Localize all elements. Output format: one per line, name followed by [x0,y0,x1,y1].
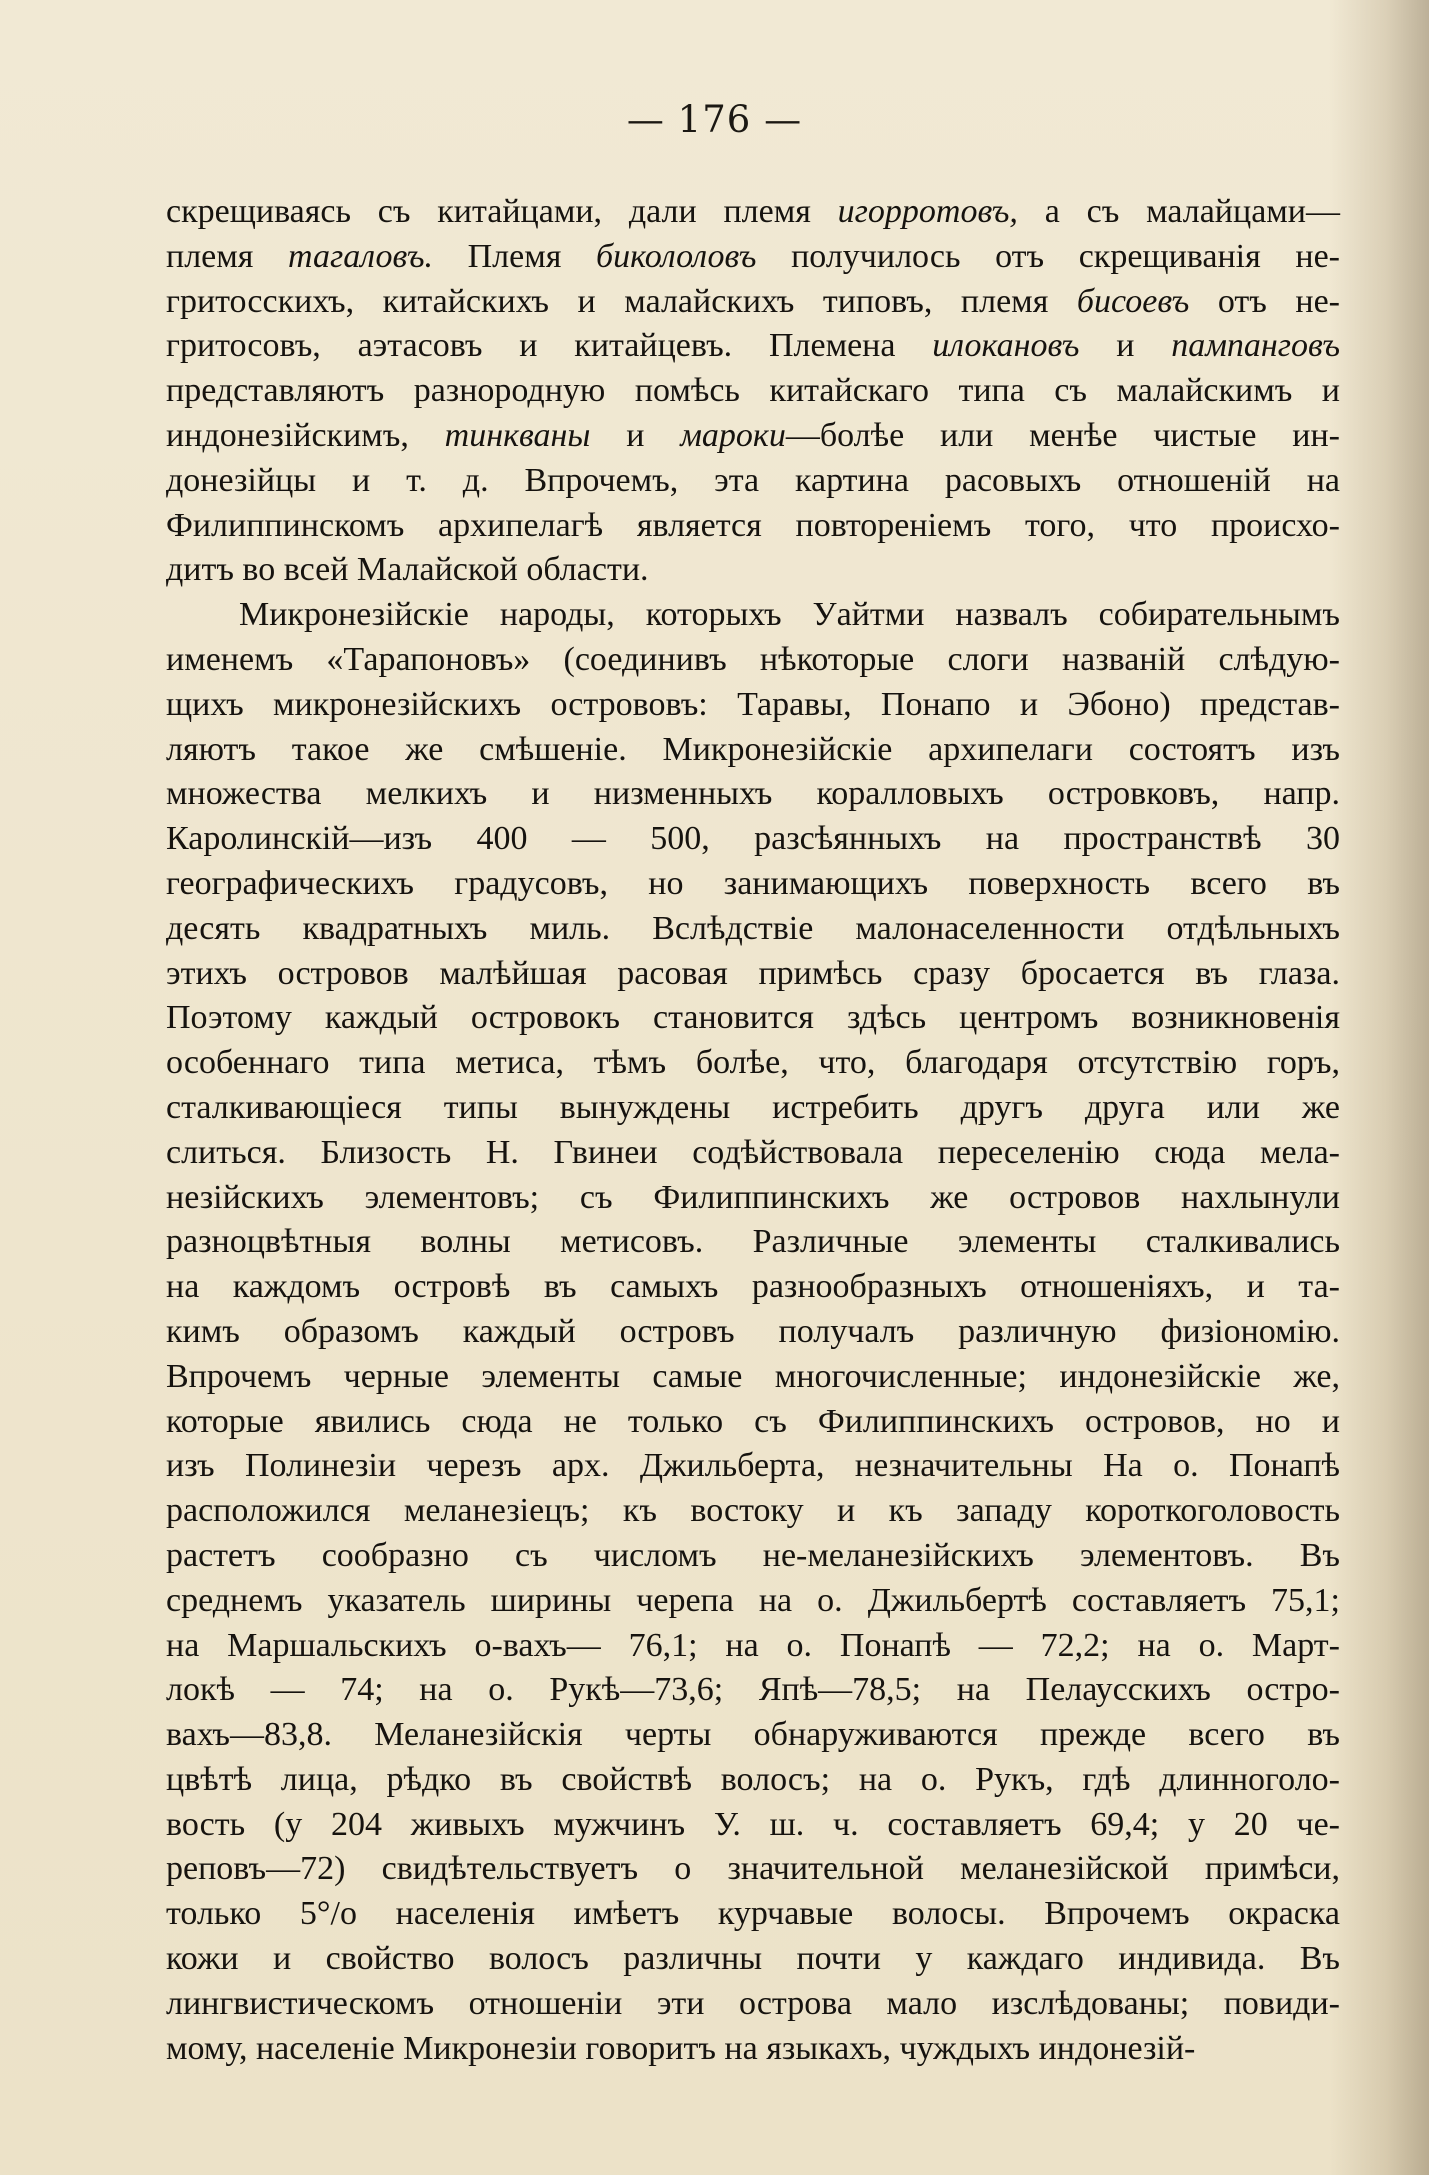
text-line [166,280,1340,325]
text-run: Каролинскій—изъ 400 — 500, разсѣянныхъ на пространствѣ 30 [166,820,1340,858]
italic-term: пампанговъ [1171,327,1341,365]
text-run: донезійцы и т. д. Впрочемъ, эта картина расовыхъ отношеній на [166,461,1340,499]
text-line [166,1534,1340,1579]
text-line [166,235,1340,280]
text-line [166,1847,1340,1892]
text-run: растетъ сообразно съ числомъ не-меланезійскихъ элементовъ. Въ [166,1536,1340,1574]
text-run: цвѣтѣ лица, рѣдко въ свойствѣ волосъ; на о. Рукъ, гдѣ длинноголо- [166,1760,1340,1798]
text-run: племя [166,237,289,275]
text-run: скрещиваясь съ китайцами, дали племя [166,193,838,230]
text-run: только 5°/o населенія имѣетъ курчавые волосы. Впрочемъ окраска [166,1895,1340,1933]
text-run: вахъ—83,8. Меланезійскія черты обнаруживаются прежде всего въ [166,1716,1340,1754]
text-line [166,1131,1340,1176]
paragraph [166,190,1340,593]
text-line [166,2027,1340,2072]
text-line [166,504,1340,549]
text-run: десять квадратныхъ миль. Вслѣдствіе малонаселенности отдѣльныхъ [166,909,1340,947]
text-run: а съ малайцами— [1017,193,1340,230]
text-run: гритосовъ, аэтасовъ и китайцевъ. Племена [166,327,933,365]
text-line [166,1444,1340,1489]
page-number: — 176 — [626,98,803,141]
paragraph [166,593,1340,2071]
italic-term: мароки [680,416,786,454]
text-line [166,1265,1340,1310]
text-line [166,996,1340,1041]
text-line [166,1176,1340,1221]
text-run: расположился меланезіецъ; къ востоку и къ западу короткоголовость [166,1492,1340,1530]
text-run: кожи и свойство волосъ различны почти у каждаго индивида. Въ [166,1940,1340,1978]
text-run: разноцвѣтныя волны метисовъ. Различные элементы сталкивались [166,1223,1340,1261]
text-run: множества мелкихъ и низменныхъ коралловыхъ островковъ, напр. [166,775,1340,813]
text-run: незійскихъ элементовъ; съ Филиппинскихъ же островов нахлынули [166,1178,1340,1216]
text-run: вость (у 204 живыхъ мужчинъ У. ш. ч. составляетъ 69,4; у 20 че- [166,1805,1340,1843]
text-run: мому, населеніе Микронезіи говоритъ на языкахъ, чуждыхъ индонезій- [166,2029,1196,2067]
text-run: сталкивающіеся типы вынуждены истребить другъ друга или же [166,1088,1340,1126]
text-line [166,369,1340,414]
text-run: на каждомъ островѣ въ самыхъ разнообразныхъ отношеніяхъ, и та- [166,1268,1340,1306]
text-run: и [1079,327,1172,365]
text-run: этихъ островов малѣйшая расовая примѣсь сразу бросается въ глаза. [166,954,1340,992]
italic-term: бикололовъ [595,237,757,275]
text-line [166,638,1340,683]
italic-term: илокановъ [932,327,1080,365]
text-line [166,548,1340,593]
text-run: Впрочемъ черные элементы самые многочисленные; индонезійскіе же, [166,1357,1340,1395]
text-line [166,1803,1340,1848]
text-run: Племя [432,237,596,275]
text-run: особеннаго типа метиса, тѣмъ болѣе, что, благодаря отсутствію горъ, [166,1044,1340,1082]
text-line [166,459,1340,504]
text-run: ляютъ такое же смѣшеніе. Микронезійскіе архипелаги состоятъ изъ [166,730,1340,768]
text-line [166,817,1340,862]
text-line [166,1668,1340,1713]
text-run: именемъ «Тарапоновъ» (соединивъ нѣкоторые слоги названій слѣдую- [166,640,1340,678]
text-line [166,1086,1340,1131]
text-run: лингвистическомъ отношеніи эти острова мало изслѣдованы; повиди- [166,1984,1340,2022]
text-line [166,1892,1340,1937]
text-run: получилось отъ скрещиванія не- [756,237,1340,275]
text-run: индонезійскимъ, [166,416,445,454]
text-line [166,952,1340,997]
italic-term: бисоевъ [1076,282,1190,320]
text-line [166,414,1340,459]
text-line [166,1937,1340,1982]
text-run: реповъ—72) свидѣтельствуетъ о значительной меланезійской примѣси, [166,1850,1340,1888]
text-run: и [590,416,681,454]
text-run: кимъ образомъ каждый островъ получалъ различную физіономію. [166,1312,1340,1350]
text-line [166,1400,1340,1445]
text-line [166,772,1340,817]
text-run: локѣ — 74; на о. Рукѣ—73,6; Япѣ—78,5; на Пелаусскихъ остро- [166,1671,1340,1709]
text-line [166,1624,1340,1669]
text-line [166,1310,1340,1355]
italic-term: тагаловъ. [288,237,433,275]
text-line [166,1758,1340,1803]
text-line [166,907,1340,952]
text-run: —болѣе или менѣе чистые ин- [785,416,1340,454]
text-line [166,593,1340,638]
text-line [166,1489,1340,1534]
text-line [166,324,1340,369]
text-run: на Маршальскихъ о-вахъ— 76,1; на о. Понапѣ — 72,2; на о. Март- [166,1626,1340,1664]
body-text [166,190,1340,2071]
text-run: которые явились сюда не только съ Филиппинскихъ островов, но и [166,1402,1340,1440]
text-run: представляютъ разнородную помѣсь китайскаго типа съ малайскимъ и [166,372,1340,410]
text-line [166,683,1340,728]
italic-term: тинкваны [444,416,591,454]
text-line [166,862,1340,907]
text-run: Филиппинскомъ архипелагѣ является повтореніемъ того, что происхо- [166,506,1340,544]
text-run: щихъ микронезійскихъ острововъ: Таравы, Понапо и Эбоно) представ- [166,685,1340,723]
text-run: изъ Полинезіи черезъ арх. Джильберта, незначительны На о. Понапѣ [166,1447,1340,1485]
text-run: Поэтому каждый островокъ становится здѣсь центромъ возникновенія [166,999,1340,1037]
text-line [166,1220,1340,1265]
text-line [166,1982,1340,2027]
text-run: Микронезійскіе народы, которыхъ Уайтми назвалъ собирательнымъ [239,596,1340,634]
text-run: среднемъ указатель ширины черепа на о. Джильбертѣ составляетъ 75,1; [166,1581,1340,1619]
text-run: географическихъ градусовъ, но занимающихъ поверхность всего въ [166,864,1340,902]
text-line [166,1041,1340,1086]
text-run: гритосскихъ, китайскихъ и малайскихъ типовъ, племя [166,282,1077,320]
text-run: отъ не- [1189,282,1340,320]
text-line [166,190,1340,235]
text-line [166,1579,1340,1624]
text-run: слиться. Близость Н. Гвинеи содѣйствовала переселенію сюда мела- [166,1133,1340,1171]
text-line [166,728,1340,773]
text-run: дитъ во всей Малайской области. [166,551,649,589]
text-line [166,1355,1340,1400]
text-line [166,1713,1340,1758]
italic-term: игорротовъ, [837,193,1018,230]
